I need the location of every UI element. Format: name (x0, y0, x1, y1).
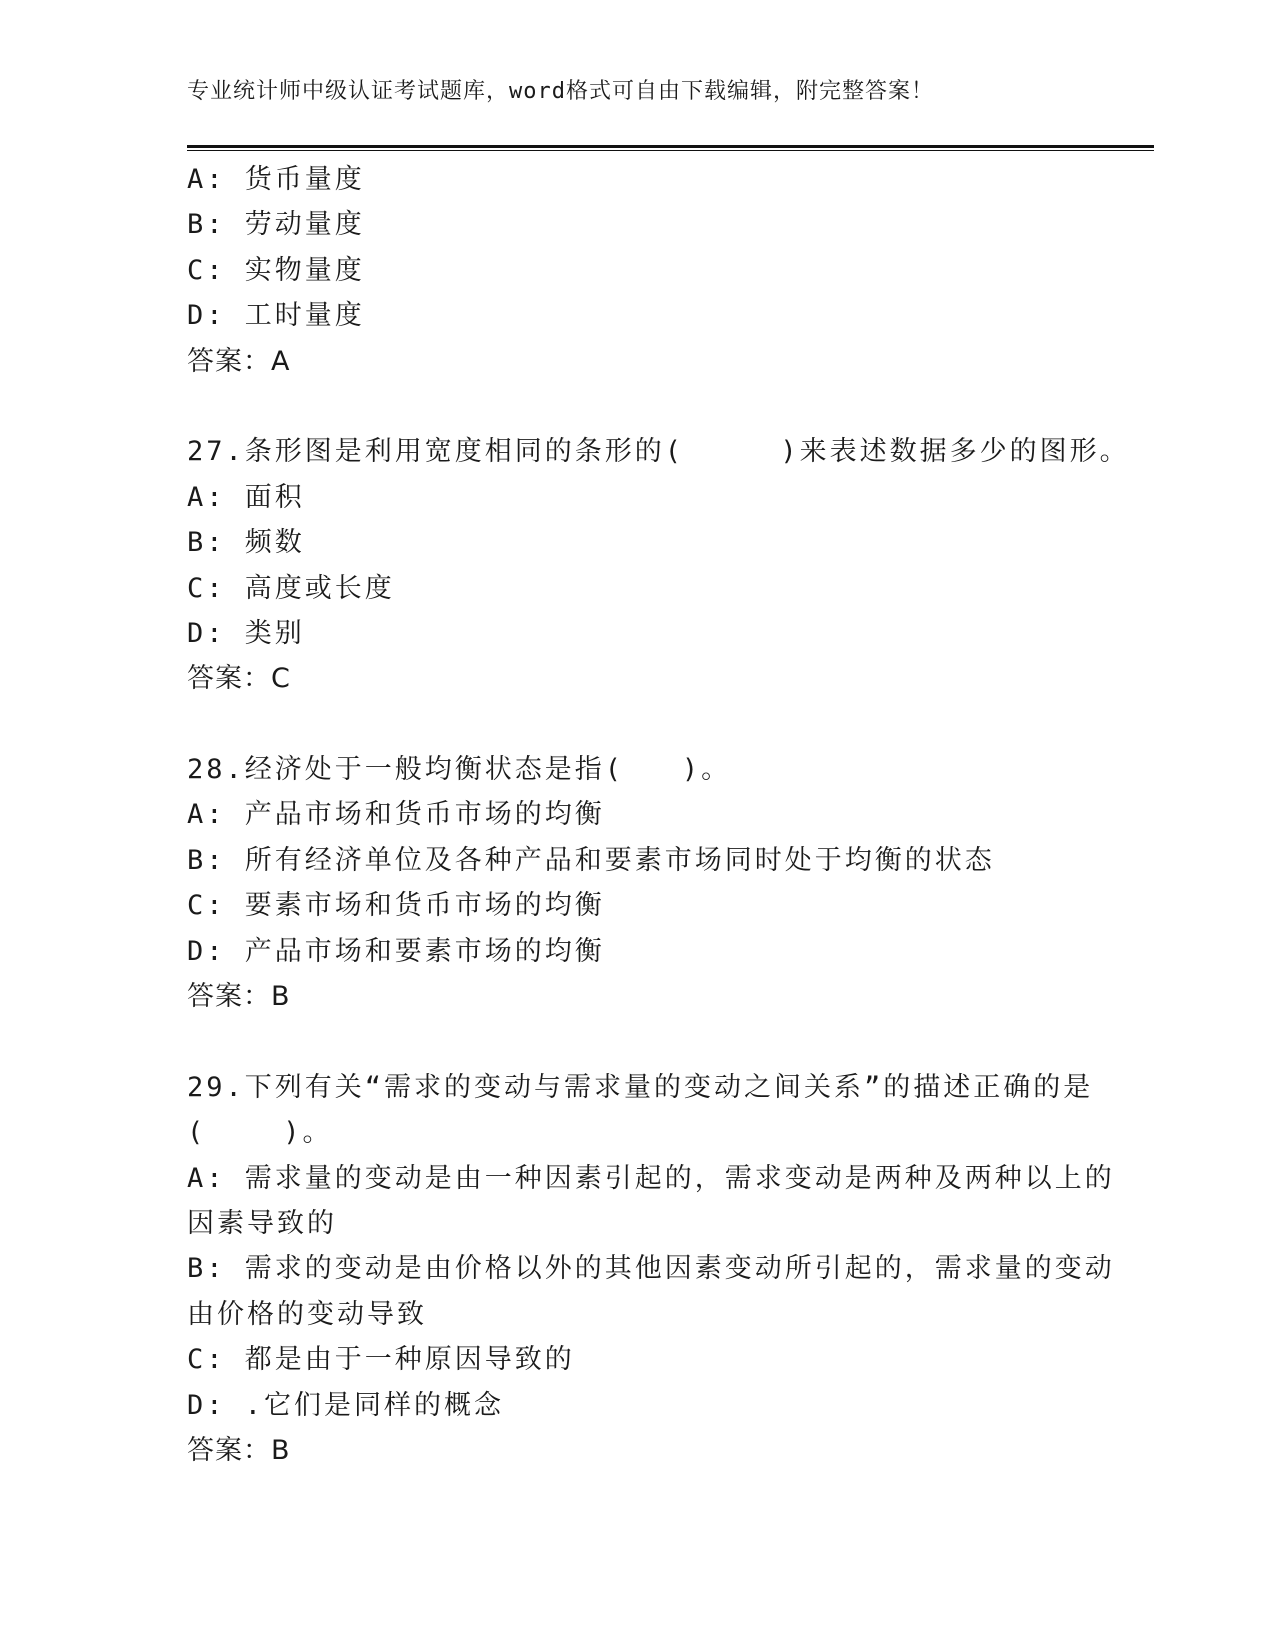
document-body (187, 157, 1130, 1473)
question-stem-continued: ( )。 (187, 1117, 333, 1149)
question-stem: 29.下列有关“需求的变动与需求量的变动之间关系”的描述正确的是 (187, 1071, 1094, 1103)
answer-line: 答案：C (187, 663, 291, 695)
option-c: C: 要素市场和货币市场的均衡 (187, 890, 605, 922)
page-header: 专业统计师中级认证考试题库，word格式可自由下载编辑，附完整答案！ (187, 79, 934, 104)
option-c: C: 都是由于一种原因导致的 (187, 1344, 575, 1376)
option-d: D: 类别 (187, 617, 305, 649)
option-b: B: 需求的变动是由价格以外的其他因素变动所引起的，需求量的变动 (187, 1253, 1115, 1285)
question-28 (187, 747, 1077, 1019)
header-rule-thin (187, 150, 1154, 151)
option-c: C: 实物量度 (187, 254, 365, 286)
option-a: A: 货币量度 (187, 164, 365, 195)
question-27 (187, 429, 1130, 701)
option-d: D: 产品市场和要素市场的均衡 (187, 935, 605, 967)
option-a: A: 产品市场和货币市场的均衡 (187, 799, 605, 831)
question-stem: 27.条形图是利用宽度相同的条形的( )来表述数据多少的图形。 (187, 436, 1130, 468)
option-a: A: 面积 (187, 481, 305, 513)
spacer (187, 702, 1077, 747)
answer-line: 答案：A (187, 345, 291, 377)
question-stem: 28.经济处于一般均衡状态是指( )。 (187, 754, 732, 786)
question-26-options (187, 157, 1077, 384)
option-a: A: 需求量的变动是由一种因素引起的，需求变动是两种及两种以上的 (187, 1162, 1115, 1194)
spacer (187, 384, 1077, 429)
option-b: B: 劳动量度 (187, 209, 365, 241)
option-a-continued: 因素导致的 (187, 1207, 337, 1239)
option-d: D: 工时量度 (187, 300, 365, 332)
question-29 (187, 1065, 1115, 1474)
answer-line: 答案：B (187, 981, 291, 1013)
option-b: B: 频数 (187, 527, 305, 559)
header-rule-thick (187, 145, 1154, 148)
answer-line: 答案：B (187, 1434, 291, 1466)
option-b-continued: 由价格的变动导致 (187, 1298, 427, 1330)
spacer (187, 1019, 1077, 1064)
option-b: B: 所有经济单位及各种产品和要素市场同时处于均衡的状态 (187, 844, 995, 876)
option-c: C: 高度或长度 (187, 572, 395, 604)
option-d: D: .它们是同样的概念 (187, 1389, 505, 1421)
